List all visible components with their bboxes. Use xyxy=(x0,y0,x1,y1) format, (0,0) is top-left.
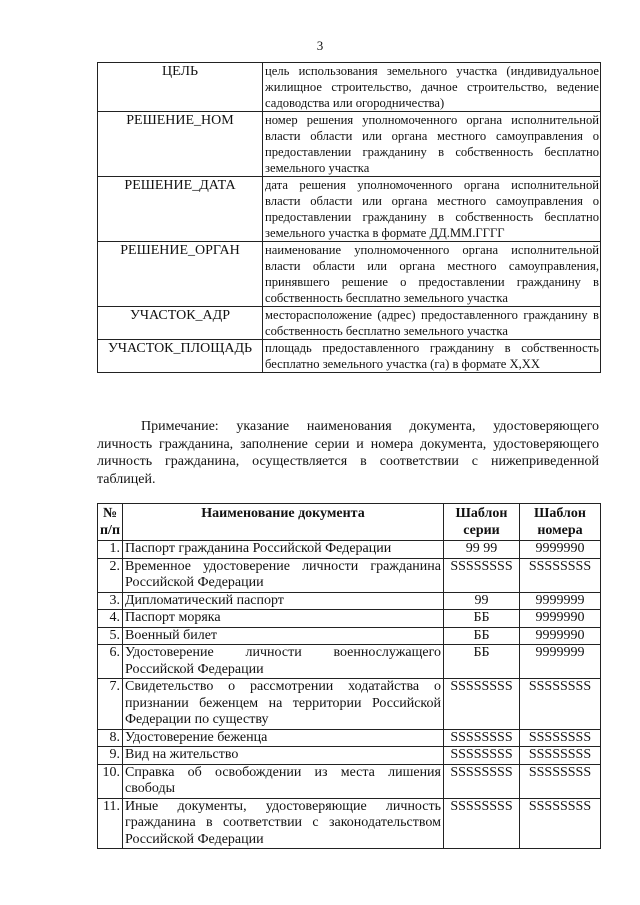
header-name: Наименование документа xyxy=(123,504,444,541)
document-row xyxy=(98,747,601,765)
doc-number-template: 9999990 xyxy=(520,627,601,645)
doc-number-template: SSSSSSSS xyxy=(520,747,601,765)
fields-table-body xyxy=(98,63,601,373)
doc-num: 10. xyxy=(98,764,123,798)
doc-name: Удостоверение личности военнослужащего Российской Федерации xyxy=(123,645,444,679)
fields-table xyxy=(97,62,601,373)
doc-name: Временное удостоверение личности гражданина Российской Федерации xyxy=(123,558,444,592)
doc-num: 3. xyxy=(98,592,123,610)
note-paragraph: Примечание: указание наименования документа, удостоверяющего личность гражданина, заполнение серии и номера документа, удостоверяющего личность гражданина, осуществляется в соответствии с нижеприведенной таблицей. xyxy=(97,419,599,487)
doc-num: 2. xyxy=(98,558,123,592)
doc-num: 6. xyxy=(98,645,123,679)
doc-number-template: 9999999 xyxy=(520,592,601,610)
doc-name: Справка об освобождении из места лишения свободы xyxy=(123,764,444,798)
field-row xyxy=(98,340,601,373)
doc-series-template: SSSSSSSS xyxy=(444,558,520,592)
doc-number-template: 9999990 xyxy=(520,610,601,628)
doc-number-template: 9999999 xyxy=(520,645,601,679)
doc-num: 5. xyxy=(98,627,123,645)
doc-num: 8. xyxy=(98,729,123,747)
doc-name: Дипломатический паспорт xyxy=(123,592,444,610)
field-name: РЕШЕНИЕ_ДАТА xyxy=(98,177,263,242)
field-name: РЕШЕНИЕ_ОРГАН xyxy=(98,242,263,307)
doc-name: Паспорт гражданина Российской Федерации xyxy=(123,541,444,559)
doc-series-template: ББ xyxy=(444,645,520,679)
doc-series-template: ББ xyxy=(444,610,520,628)
document-row xyxy=(98,764,601,798)
doc-num: 11. xyxy=(98,798,123,849)
field-name: УЧАСТОК_АДР xyxy=(98,307,263,340)
document-row xyxy=(98,729,601,747)
field-description: месторасположение (адрес) предоставленного гражданину в собственность бесплатно земельного участка xyxy=(263,307,601,340)
doc-num: 9. xyxy=(98,747,123,765)
doc-series-template: SSSSSSSS xyxy=(444,679,520,730)
doc-series-template: SSSSSSSS xyxy=(444,764,520,798)
field-row xyxy=(98,307,601,340)
doc-series-template: 99 xyxy=(444,592,520,610)
doc-number-template: SSSSSSSS xyxy=(520,558,601,592)
doc-number-template: 9999990 xyxy=(520,541,601,559)
doc-name: Иные документы, удостоверяющие личность гражданина в соответствии с законодательством Российской Федерации xyxy=(123,798,444,849)
doc-series-template: SSSSSSSS xyxy=(444,729,520,747)
doc-num: 1. xyxy=(98,541,123,559)
doc-series-template: SSSSSSSS xyxy=(444,747,520,765)
field-name: ЦЕЛЬ xyxy=(98,63,263,112)
doc-name: Военный билет xyxy=(123,627,444,645)
document-row xyxy=(98,558,601,592)
field-row xyxy=(98,63,601,112)
doc-number-template: SSSSSSSS xyxy=(520,764,601,798)
field-description: площадь предоставленного гражданину в собственность бесплатно земельного участка (га) в формате Х,ХХ xyxy=(263,340,601,373)
document-row xyxy=(98,541,601,559)
doc-number-template: SSSSSSSS xyxy=(520,729,601,747)
doc-number-template: SSSSSSSS xyxy=(520,798,601,849)
document-row xyxy=(98,627,601,645)
documents-table-header xyxy=(98,504,601,541)
doc-series-template: SSSSSSSS xyxy=(444,798,520,849)
field-description: дата решения уполномоченного органа исполнительной власти области или органа местного самоуправления о предоставлении гражданину в собственность бесплатно земельного участка в формате ДД.ММ.ГГГГ xyxy=(263,177,601,242)
doc-series-template: 99 99 xyxy=(444,541,520,559)
doc-name: Удостоверение беженца xyxy=(123,729,444,747)
doc-series-template: ББ xyxy=(444,627,520,645)
field-row xyxy=(98,242,601,307)
header-number: Шаблон номера xyxy=(520,504,601,541)
field-row xyxy=(98,112,601,177)
field-description: наименование уполномоченного органа исполнительной власти области или органа местного самоуправления, принявшего решение о предоставлении гражданину в собственность бесплатно земельного участка xyxy=(263,242,601,307)
doc-name: Паспорт моряка xyxy=(123,610,444,628)
doc-num: 7. xyxy=(98,679,123,730)
field-row xyxy=(98,177,601,242)
header-num: № п/п xyxy=(98,504,123,541)
page-number: 3 xyxy=(316,38,324,53)
document-row xyxy=(98,610,601,628)
header-series: Шаблон серии xyxy=(444,504,520,541)
doc-num: 4. xyxy=(98,610,123,628)
document-row xyxy=(98,645,601,679)
document-row xyxy=(98,798,601,849)
documents-table xyxy=(97,503,601,849)
doc-name: Свидетельство о рассмотрении ходатайства о признании беженцем на территории Российской Федерации по существу xyxy=(123,679,444,730)
field-name: РЕШЕНИЕ_НОМ xyxy=(98,112,263,177)
doc-number-template: SSSSSSSS xyxy=(520,679,601,730)
field-description: номер решения уполномоченного органа исполнительной власти области или органа местного самоуправления о предоставлении гражданину в собственность бесплатно земельного участка xyxy=(263,112,601,177)
field-description: цель использования земельного участка (индивидуальное жилищное строительство, дачное строительство, ведение садоводства или огородничества) xyxy=(263,63,601,112)
document-row xyxy=(98,592,601,610)
documents-table-body xyxy=(98,541,601,849)
field-name: УЧАСТОК_ПЛОЩАДЬ xyxy=(98,340,263,373)
document-row xyxy=(98,679,601,730)
doc-name: Вид на жительство xyxy=(123,747,444,765)
